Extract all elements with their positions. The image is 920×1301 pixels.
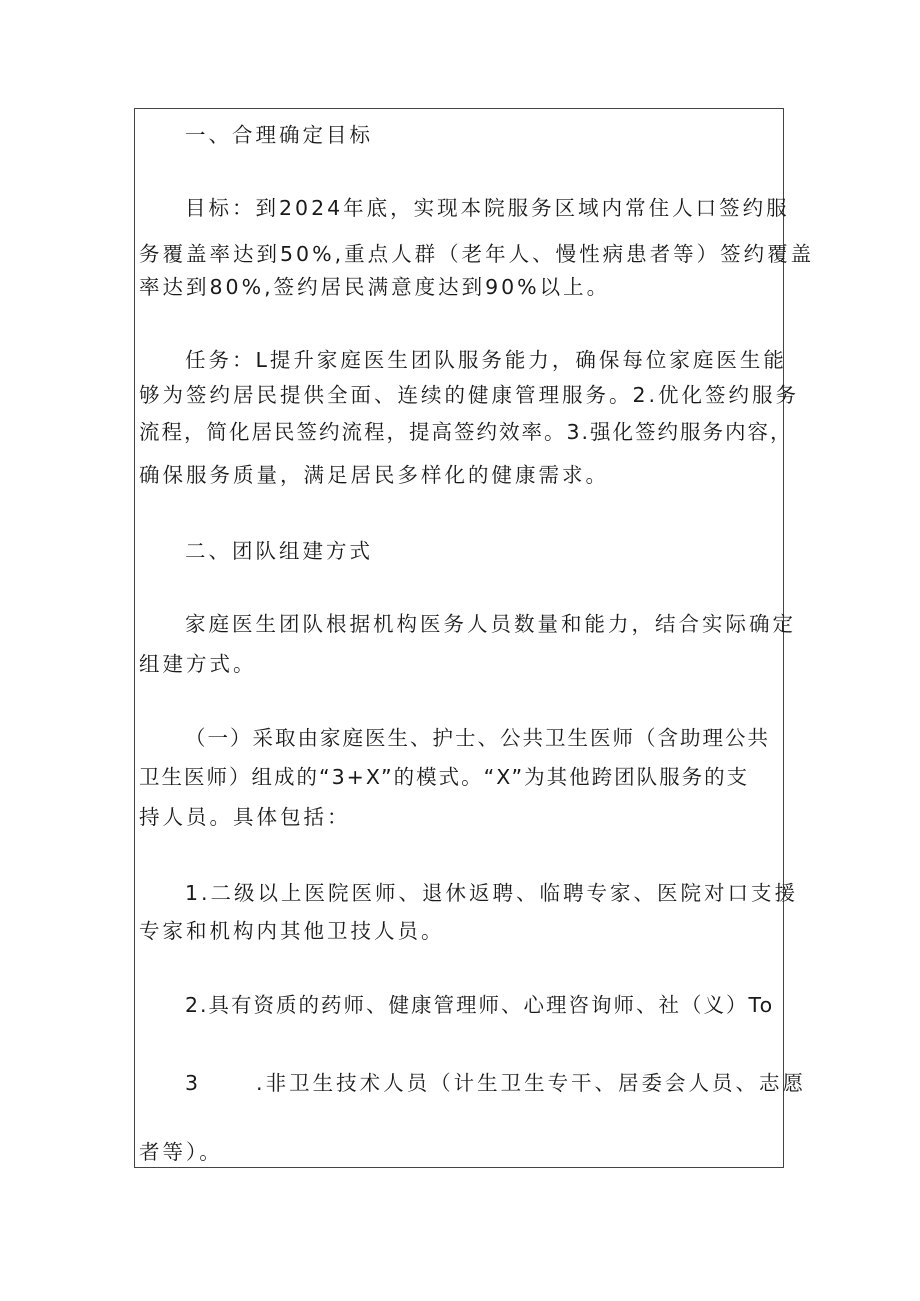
tasks-line-3: 流程，简化居民签约流程，提高签约效率。3.强化签约服务内容， — [139, 420, 793, 444]
item3-line-1-text: .非卫生技术人员（计生卫生专干、居委会人员、志愿 — [256, 1071, 807, 1095]
mode-line-3: 持人员。具体包括： — [139, 805, 351, 829]
goal-line-3: 率达到80%,签约居民满意度达到90%以上。 — [139, 275, 611, 299]
team-intro-line-1: 家庭医生团队根据机构医务人员数量和能力，结合实际确定 — [185, 612, 796, 636]
document-frame — [134, 108, 815, 1168]
item3-line-1 — [185, 1071, 807, 1095]
mode-line-1: （一）采取由家庭医生、护士、公共卫生医师（含助理公共 — [185, 726, 770, 750]
tasks-line-4: 确保服务质量，满足居民多样化的健康需求。 — [139, 463, 609, 487]
mode-line-2: 卫生医师）组成的“3+X”的模式。“X”为其他跨团队服务的支 — [139, 765, 750, 789]
item2-line-1: 2.具有资质的药师、健康管理师、心理咨询师、社（义）To — [185, 993, 775, 1017]
item1-line-1: 1.二级以上医院医师、退休返聘、临聘专家、医院对口支援 — [185, 881, 799, 905]
tasks-line-1: 任务：L提升家庭医生团队服务能力，确保每位家庭医生能 — [185, 348, 787, 372]
goal-line-1: 目标：到2024年底，实现本院服务区域内常住人口签约服 — [185, 196, 790, 220]
section2-heading: 二、团队组建方式 — [185, 539, 373, 563]
item3-number: 3 — [185, 1071, 202, 1095]
item1-line-2: 专家和机构内其他卫技人员。 — [139, 919, 445, 943]
team-intro-line-2: 组建方式。 — [139, 652, 257, 676]
item3-line-2: 者等）。 — [139, 1140, 223, 1164]
section1-heading: 一、合理确定目标 — [185, 123, 373, 147]
goal-line-2: 务覆盖率达到50%,重点人群（老年人、慢性病患者等）签约覆盖 — [139, 242, 815, 266]
tasks-line-2: 够为签约居民提供全面、连续的健康管理服务。2.优化签约服务 — [139, 383, 800, 407]
